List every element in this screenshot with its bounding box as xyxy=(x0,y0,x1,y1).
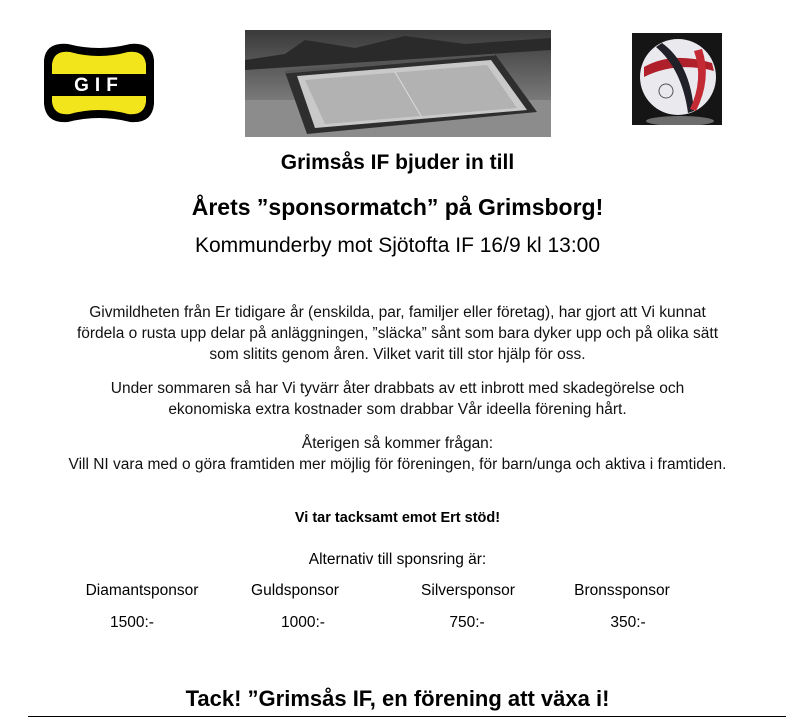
paragraph-1-line: Givmildheten från Er tidigare år (enskilda, par, familjer eller företag), har gjort att Vi kunnat xyxy=(89,304,706,321)
tier-name-silver: Silversponsor xyxy=(421,582,515,599)
tier-name-bronze: Bronssponsor xyxy=(574,582,670,599)
paragraph-1-line: fördela o rusta upp delar på anläggningen, ”släcka” sånt som bara dyker upp och på olika sätt xyxy=(76,325,719,342)
alternatives-label: Alternativ till sponsring är: xyxy=(308,551,487,568)
tier-price-gold: 1000:- xyxy=(281,614,325,631)
paragraph-2 xyxy=(0,378,795,420)
logo-text: GIF xyxy=(74,75,124,96)
paragraph-3-line: Återigen så kommer frågan: xyxy=(301,435,494,452)
club-logo xyxy=(38,38,160,128)
paragraph-2-line: ekonomiska extra kostnader som drabbar Vår ideella förening hårt. xyxy=(168,401,627,418)
paragraph-2-line: Under sommaren så har Vi tyvärr åter drabbats av ett inbrott med skadegörelse och xyxy=(110,380,685,397)
paragraph-3 xyxy=(0,433,795,475)
tier-name-diamond: Diamantsponsor xyxy=(85,582,199,599)
tier-price-bronze: 350:- xyxy=(610,614,646,631)
footer-divider xyxy=(28,716,786,717)
tier-name-gold: Guldsponsor xyxy=(251,582,339,599)
title-line-2: Årets ”sponsormatch” på Grimsborg! xyxy=(191,194,604,220)
football-photo xyxy=(632,33,722,125)
paragraph-1-line: som slitits genom åren. Vilket varit till stor hjälp för oss. xyxy=(209,346,586,363)
stadium-photo xyxy=(245,30,551,137)
paragraph-1 xyxy=(0,302,795,365)
title-line-1: Grimsås IF bjuder in till xyxy=(280,151,515,174)
title-line-3: Kommunderby mot Sjötofta IF 16/9 kl 13:00 xyxy=(194,234,601,257)
support-text: Vi tar tacksamt emot Ert stöd! xyxy=(294,510,501,526)
footer-slogan: Tack! ”Grimsås IF, en förening att växa i! xyxy=(185,686,610,711)
tier-price-silver: 750:- xyxy=(449,614,485,631)
paragraph-3-line: Vill NI vara med o göra framtiden mer möjlig för föreningen, för barn/unga och aktiva i framtiden. xyxy=(68,456,727,473)
tier-price-diamond: 1500:- xyxy=(110,614,154,631)
